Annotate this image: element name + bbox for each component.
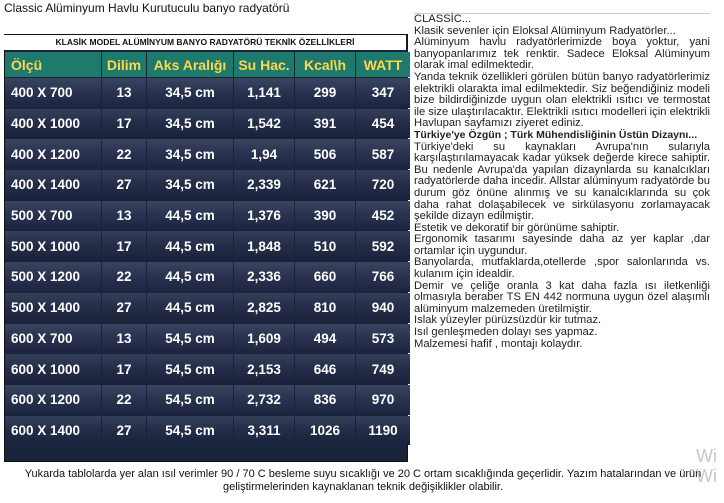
cell-axis-distance: 34,5 cm bbox=[147, 139, 233, 169]
paragraph: Isıl genleşmeden dolayı ses yapmaz. bbox=[414, 326, 598, 339]
cell-kcal: 810 bbox=[295, 293, 355, 323]
table-row bbox=[5, 78, 410, 108]
cell-slices: 22 bbox=[102, 139, 146, 169]
cell-axis-distance: 34,5 cm bbox=[147, 170, 233, 200]
cell-slices: 22 bbox=[102, 385, 146, 415]
cell-kcal: 506 bbox=[295, 139, 355, 169]
paragraph: Malzemesi hafif , montajı kolaydır. bbox=[414, 337, 583, 350]
header-size: Ölçü bbox=[5, 52, 101, 77]
cell-slices: 17 bbox=[102, 354, 146, 384]
paragraph: Ergonomik tasarımı sayesinde daha az yer kaplar ,dar ortamlar için uygundur. bbox=[414, 233, 710, 257]
table-row bbox=[5, 139, 410, 169]
cell-axis-distance: 44,5 cm bbox=[147, 201, 233, 231]
cell-watt: 720 bbox=[356, 170, 410, 200]
cell-size: 500 X 1400 bbox=[5, 293, 101, 323]
cell-water-volume: 1,94 bbox=[234, 139, 294, 169]
cell-watt: 347 bbox=[356, 78, 410, 108]
cell-slices: 13 bbox=[102, 201, 146, 231]
paragraph: Türkiye'deki su kaynakları Avrupa'nın sularıyla karşılaştırılamayacak kadar yüksek değerde kirece sahiptir. Bu nedenle Avrupa'da yapılan dizaynlarda su kanalcıkları radyatörlerde daha incedir. Allstar alüminyum radyatörde bu durum göz önüne alınmış ve su kanalcıklarında su çok daha rahat dolaşabilecek ve sirkülasyonu zorlamayacak şekilde dizayn edilmiştir. bbox=[414, 140, 710, 223]
cell-watt: 940 bbox=[356, 293, 410, 323]
cell-axis-distance: 34,5 cm bbox=[147, 78, 233, 108]
cell-kcal: 646 bbox=[295, 354, 355, 384]
cell-water-volume: 2,339 bbox=[234, 170, 294, 200]
cell-axis-distance: 34,5 cm bbox=[147, 109, 233, 139]
cell-water-volume: 3,311 bbox=[234, 416, 294, 446]
page-title: Classic Alüminyum Havlu Kurutuculu banyo radyatörü bbox=[4, 1, 290, 15]
cell-slices: 27 bbox=[102, 293, 146, 323]
paragraph: Yanda teknik özellikleri görülen bütün banyo radyatörlerimiz elektrikli olarakta imal edilmektedir. Siz beğendiğiniz modeli bize bildirdiğinizde uygun olan elektrikli ısıtıcı ve termostat ile size ulaştırılacaktır. Elektrikli ısıtıcı modelleri için elektrikli Havlupan sayfamızı ziyeret ediniz. bbox=[414, 70, 710, 130]
table-row bbox=[5, 109, 410, 139]
cell-watt: 454 bbox=[356, 109, 410, 139]
paragraph: Islak yüzeyler pürüzsüzdür kir tutmaz. bbox=[414, 314, 602, 327]
cell-axis-distance: 44,5 cm bbox=[147, 231, 233, 261]
table-row bbox=[5, 262, 410, 292]
cell-size: 600 X 1000 bbox=[5, 354, 101, 384]
cell-watt: 587 bbox=[356, 139, 410, 169]
cell-water-volume: 2,732 bbox=[234, 385, 294, 415]
cell-water-volume: 2,336 bbox=[234, 262, 294, 292]
paragraph: Estetik ve dekoratif bir görünüme sahiptir. bbox=[414, 221, 620, 234]
cell-watt: 573 bbox=[356, 324, 410, 354]
cell-watt: 766 bbox=[356, 262, 410, 292]
section-title: CLASSİC... bbox=[414, 13, 472, 25]
cell-watt: 452 bbox=[356, 201, 410, 231]
cell-slices: 13 bbox=[102, 324, 146, 354]
cell-water-volume: 2,825 bbox=[234, 293, 294, 323]
cell-watt: 592 bbox=[356, 231, 410, 261]
cell-kcal: 390 bbox=[295, 201, 355, 231]
cell-size: 400 X 1400 bbox=[5, 170, 101, 200]
table-row bbox=[5, 385, 410, 415]
watermark: Wi Wi bbox=[696, 446, 717, 486]
table-row bbox=[5, 354, 410, 384]
cell-size: 500 X 1200 bbox=[5, 262, 101, 292]
cell-size: 600 X 1200 bbox=[5, 385, 101, 415]
cell-water-volume: 1,376 bbox=[234, 201, 294, 231]
table-caption: KLASİK MODEL ALÜMİNYUM BANYO RADYATÖRÜ TEKNİK ÖZELLİKLERİ bbox=[4, 35, 406, 50]
paragraph: Klasik sevenler için Eloksal Alüminyum Radyatörler... bbox=[414, 24, 676, 37]
cell-kcal: 510 bbox=[295, 231, 355, 261]
spec-table bbox=[4, 51, 411, 446]
cell-water-volume: 1,609 bbox=[234, 324, 294, 354]
cell-water-volume: 1,141 bbox=[234, 78, 294, 108]
header-kcal: Kcal\h bbox=[295, 52, 355, 77]
cell-axis-distance: 44,5 cm bbox=[147, 293, 233, 323]
paragraph: Banyolarda, mutfaklarda,otellerde ,spor salonlarında vs. kulanım için idealdir. bbox=[414, 256, 710, 281]
header-water-volume: Su Hac. bbox=[234, 52, 294, 77]
table-row bbox=[5, 416, 410, 446]
cell-kcal: 660 bbox=[295, 262, 355, 292]
table-row bbox=[5, 170, 410, 200]
cell-water-volume: 2,153 bbox=[234, 354, 294, 384]
paragraph: Demir ve çeliğe oranla 3 kat daha fazla ısı iletkenliği olmasıyla beraber TS EN 442 normuna uygun özel alaşımlı alüminyum malzemeden üretilmiştir. bbox=[414, 279, 710, 315]
cell-watt: 749 bbox=[356, 354, 410, 384]
cell-kcal: 494 bbox=[295, 324, 355, 354]
header-slices: Dilim bbox=[102, 52, 146, 77]
table-row bbox=[5, 293, 410, 323]
header-axis-distance: Aks Aralığı bbox=[147, 52, 233, 77]
table-row bbox=[5, 324, 410, 354]
footer-note: Yukarda tablolarda yer alan ısıl verimler 90 / 70 C besleme suyu sıcaklığı ve 20 C ortam sıcaklığında geçerlidir. Yazım hatalarından ve ürün geliştirmelerinden kaynaklanan teknik değişiklikler olabilir. bbox=[24, 468, 702, 493]
description-text bbox=[414, 14, 710, 350]
section-heading: Türkiye'ye Özgün ; Türk Mühendisliğinin Üstün Dizaynı... bbox=[414, 128, 698, 141]
cell-slices: 17 bbox=[102, 231, 146, 261]
cell-kcal: 1026 bbox=[295, 416, 355, 446]
table-body bbox=[5, 78, 410, 445]
cell-water-volume: 1,542 bbox=[234, 109, 294, 139]
cell-watt: 1190 bbox=[356, 416, 410, 446]
cell-slices: 27 bbox=[102, 170, 146, 200]
cell-size: 600 X 700 bbox=[5, 324, 101, 354]
cell-axis-distance: 54,5 cm bbox=[147, 416, 233, 446]
cell-watt: 970 bbox=[356, 385, 410, 415]
header-watt: WATT bbox=[356, 52, 410, 77]
cell-size: 500 X 1000 bbox=[5, 231, 101, 261]
cell-slices: 22 bbox=[102, 262, 146, 292]
cell-axis-distance: 54,5 cm bbox=[147, 354, 233, 384]
cell-axis-distance: 54,5 cm bbox=[147, 385, 233, 415]
paragraph: Alüminyum havlu radyatörlerimizde boya yoktur, yani banyopanlarımız tek renktir. Sadece Eloksal Alüminyum olarak imal edilmektedir. bbox=[414, 36, 710, 72]
cell-axis-distance: 44,5 cm bbox=[147, 262, 233, 292]
cell-kcal: 836 bbox=[295, 385, 355, 415]
cell-size: 400 X 1200 bbox=[5, 139, 101, 169]
cell-slices: 27 bbox=[102, 416, 146, 446]
cell-size: 400 X 1000 bbox=[5, 109, 101, 139]
cell-kcal: 299 bbox=[295, 78, 355, 108]
table-row bbox=[5, 201, 410, 231]
cell-size: 600 X 1400 bbox=[5, 416, 101, 446]
cell-axis-distance: 54,5 cm bbox=[147, 324, 233, 354]
cell-kcal: 391 bbox=[295, 109, 355, 139]
cell-kcal: 621 bbox=[295, 170, 355, 200]
cell-size: 400 X 700 bbox=[5, 78, 101, 108]
cell-water-volume: 1,848 bbox=[234, 231, 294, 261]
cell-slices: 13 bbox=[102, 78, 146, 108]
table-row bbox=[5, 231, 410, 261]
cell-slices: 17 bbox=[102, 109, 146, 139]
cell-size: 500 X 700 bbox=[5, 201, 101, 231]
table-header-row bbox=[5, 52, 410, 77]
